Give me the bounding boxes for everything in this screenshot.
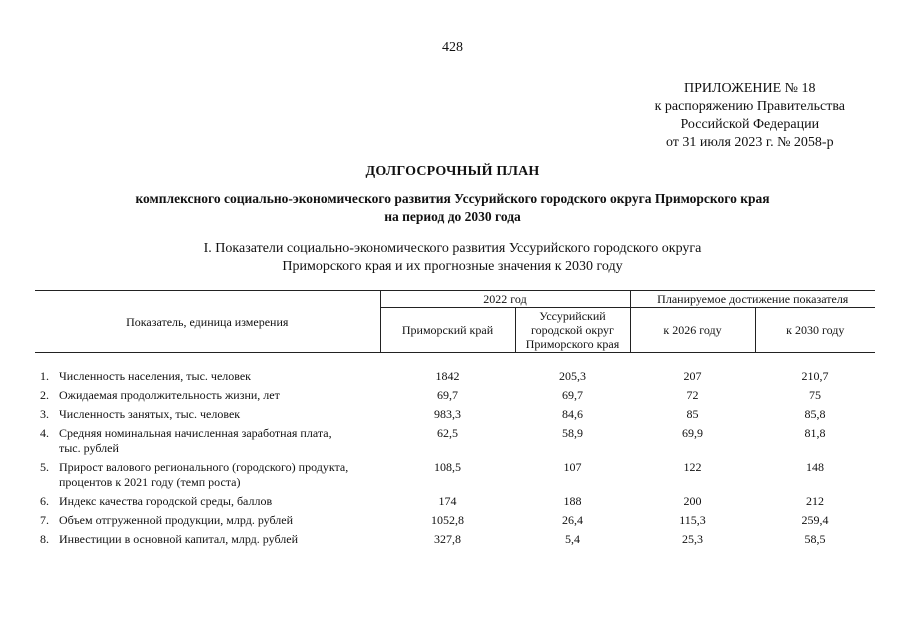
- indicator-name-line: Прирост валового регионального (городского) продукта,: [59, 459, 349, 474]
- indicator-name-line: Инвестиции в основной капитал, млрд. рублей: [59, 531, 299, 546]
- value-okrug: 84,6: [562, 406, 583, 421]
- appendix-header: [655, 80, 845, 152]
- table-row: [35, 492, 875, 511]
- document-subtitle: [0, 190, 905, 226]
- table-row: [35, 458, 875, 492]
- indicator-name-line: Ожидаемая продолжительность жизни, лет: [59, 387, 280, 402]
- table-row: [35, 405, 875, 424]
- section-title-line: I. Показатели социально-экономического развития Уссурийского городского округа: [203, 241, 702, 256]
- value-2026: 115,3: [679, 512, 706, 527]
- indicator-name-line: процентов к 2021 году (темп роста): [59, 474, 241, 489]
- table-row: [35, 386, 875, 405]
- value-okrug: 58,9: [562, 425, 583, 440]
- header-okrug-line: Приморского края: [525, 337, 620, 351]
- table-row: [35, 530, 875, 549]
- header-2030: к 2030 году: [755, 308, 875, 353]
- indicator-name: [59, 532, 298, 547]
- value-2030: 148: [806, 459, 824, 474]
- header-indicator: Показатель, единица измерения: [35, 291, 380, 353]
- header-group-2022: 2022 год: [380, 291, 630, 308]
- value-2030: 85,8: [804, 406, 826, 421]
- indicator-name: [59, 369, 251, 384]
- indicator-name: [59, 513, 293, 528]
- value-2030: 210,7: [801, 368, 829, 383]
- indicator-cell: [35, 530, 380, 549]
- value-2030: 81,8: [804, 425, 826, 440]
- indicator-name: [59, 460, 348, 490]
- appendix-line: от 31 июля 2023 г. № 2058-р: [665, 135, 834, 150]
- header-group-plan: Планируемое достижение показателя: [630, 291, 875, 308]
- row-number: 5.: [40, 459, 49, 474]
- table-row: [35, 424, 875, 458]
- value-2030: 212: [806, 493, 824, 508]
- indicator-name-line: Объем отгруженной продукции, млрд. рублей: [59, 512, 294, 527]
- value-2026: 85: [686, 406, 699, 421]
- indicators-table-container: [35, 290, 875, 549]
- section-title-line: Приморского края и их прогнозные значения к 2030 году: [282, 259, 623, 274]
- header-krai: Приморский край: [380, 308, 515, 353]
- value-krai: 69,7: [437, 387, 458, 402]
- header-okrug-line: городской округ: [531, 323, 614, 337]
- value-2026: 207: [683, 368, 702, 383]
- value-krai: 1842: [435, 368, 460, 383]
- indicator-cell: [35, 511, 380, 530]
- table-row: [35, 511, 875, 530]
- row-number: 7.: [40, 512, 49, 527]
- row-number: 2.: [40, 387, 49, 402]
- value-2026: 200: [683, 493, 702, 508]
- indicator-name-line: Численность населения, тыс. человек: [59, 368, 252, 383]
- indicator-cell: [35, 367, 380, 386]
- value-krai: 62,5: [437, 425, 458, 440]
- value-okrug: 188: [563, 493, 582, 508]
- value-krai: 983,3: [434, 406, 461, 421]
- table-body: [35, 353, 875, 549]
- row-number: 1.: [40, 368, 49, 383]
- subtitle-line: на период до 2030 года: [384, 209, 521, 224]
- value-krai: 327,8: [434, 531, 461, 546]
- value-2026: 72: [686, 387, 699, 402]
- value-okrug: 69,7: [562, 387, 583, 402]
- indicator-name: [59, 407, 240, 422]
- value-2030: 259,4: [801, 512, 829, 527]
- indicator-cell: [35, 492, 380, 511]
- indicator-cell: [35, 405, 380, 424]
- subtitle-line: комплексного социально-экономического развития Уссурийского городского округа Приморского края: [135, 191, 770, 206]
- value-okrug: 26,4: [562, 512, 583, 527]
- indicator-name: [59, 494, 272, 509]
- indicator-name-line: Индекс качества городской среды, баллов: [59, 493, 273, 508]
- indicator-name: [59, 426, 332, 456]
- row-number: 3.: [40, 406, 49, 421]
- row-number: 4.: [40, 425, 49, 440]
- table-header: [35, 291, 875, 353]
- value-2026: 69,9: [682, 425, 703, 440]
- row-number: 6.: [40, 493, 49, 508]
- value-okrug: 107: [563, 459, 582, 474]
- appendix-line: ПРИЛОЖЕНИЕ № 18: [684, 81, 816, 96]
- appendix-line: Российской Федерации: [680, 117, 820, 132]
- appendix-line: к распоряжению Правительства: [654, 99, 845, 114]
- value-2030: 75: [809, 387, 821, 402]
- table-row: [35, 367, 875, 386]
- value-2026: 122: [683, 459, 702, 474]
- indicator-name-line: Численность занятых, тыс. человек: [59, 406, 241, 421]
- header-2026: к 2026 году: [630, 308, 755, 353]
- indicator-cell: [35, 424, 380, 458]
- value-okrug: 205,3: [559, 368, 586, 383]
- indicator-name: [59, 388, 280, 403]
- header-okrug: [515, 308, 630, 353]
- row-number: 8.: [40, 531, 49, 546]
- value-2030: 58,5: [804, 531, 826, 546]
- page-number: 428: [442, 40, 463, 55]
- value-krai: 174: [438, 493, 457, 508]
- value-okrug: 5,4: [565, 531, 580, 546]
- indicator-cell: [35, 386, 380, 405]
- indicator-cell: [35, 458, 380, 492]
- indicator-name-line: Средняя номинальная начисленная заработная плата,: [59, 425, 332, 440]
- indicator-name-line: тыс. рублей: [59, 440, 119, 455]
- value-2026: 25,3: [682, 531, 703, 546]
- value-krai: 108,5: [434, 459, 461, 474]
- document-title: ДОЛГОСРОЧНЫЙ ПЛАН: [365, 164, 540, 179]
- value-krai: 1052,8: [431, 512, 464, 527]
- section-title: [0, 240, 905, 276]
- header-okrug-line: Уссурийский: [539, 309, 606, 323]
- indicators-table: [35, 290, 875, 549]
